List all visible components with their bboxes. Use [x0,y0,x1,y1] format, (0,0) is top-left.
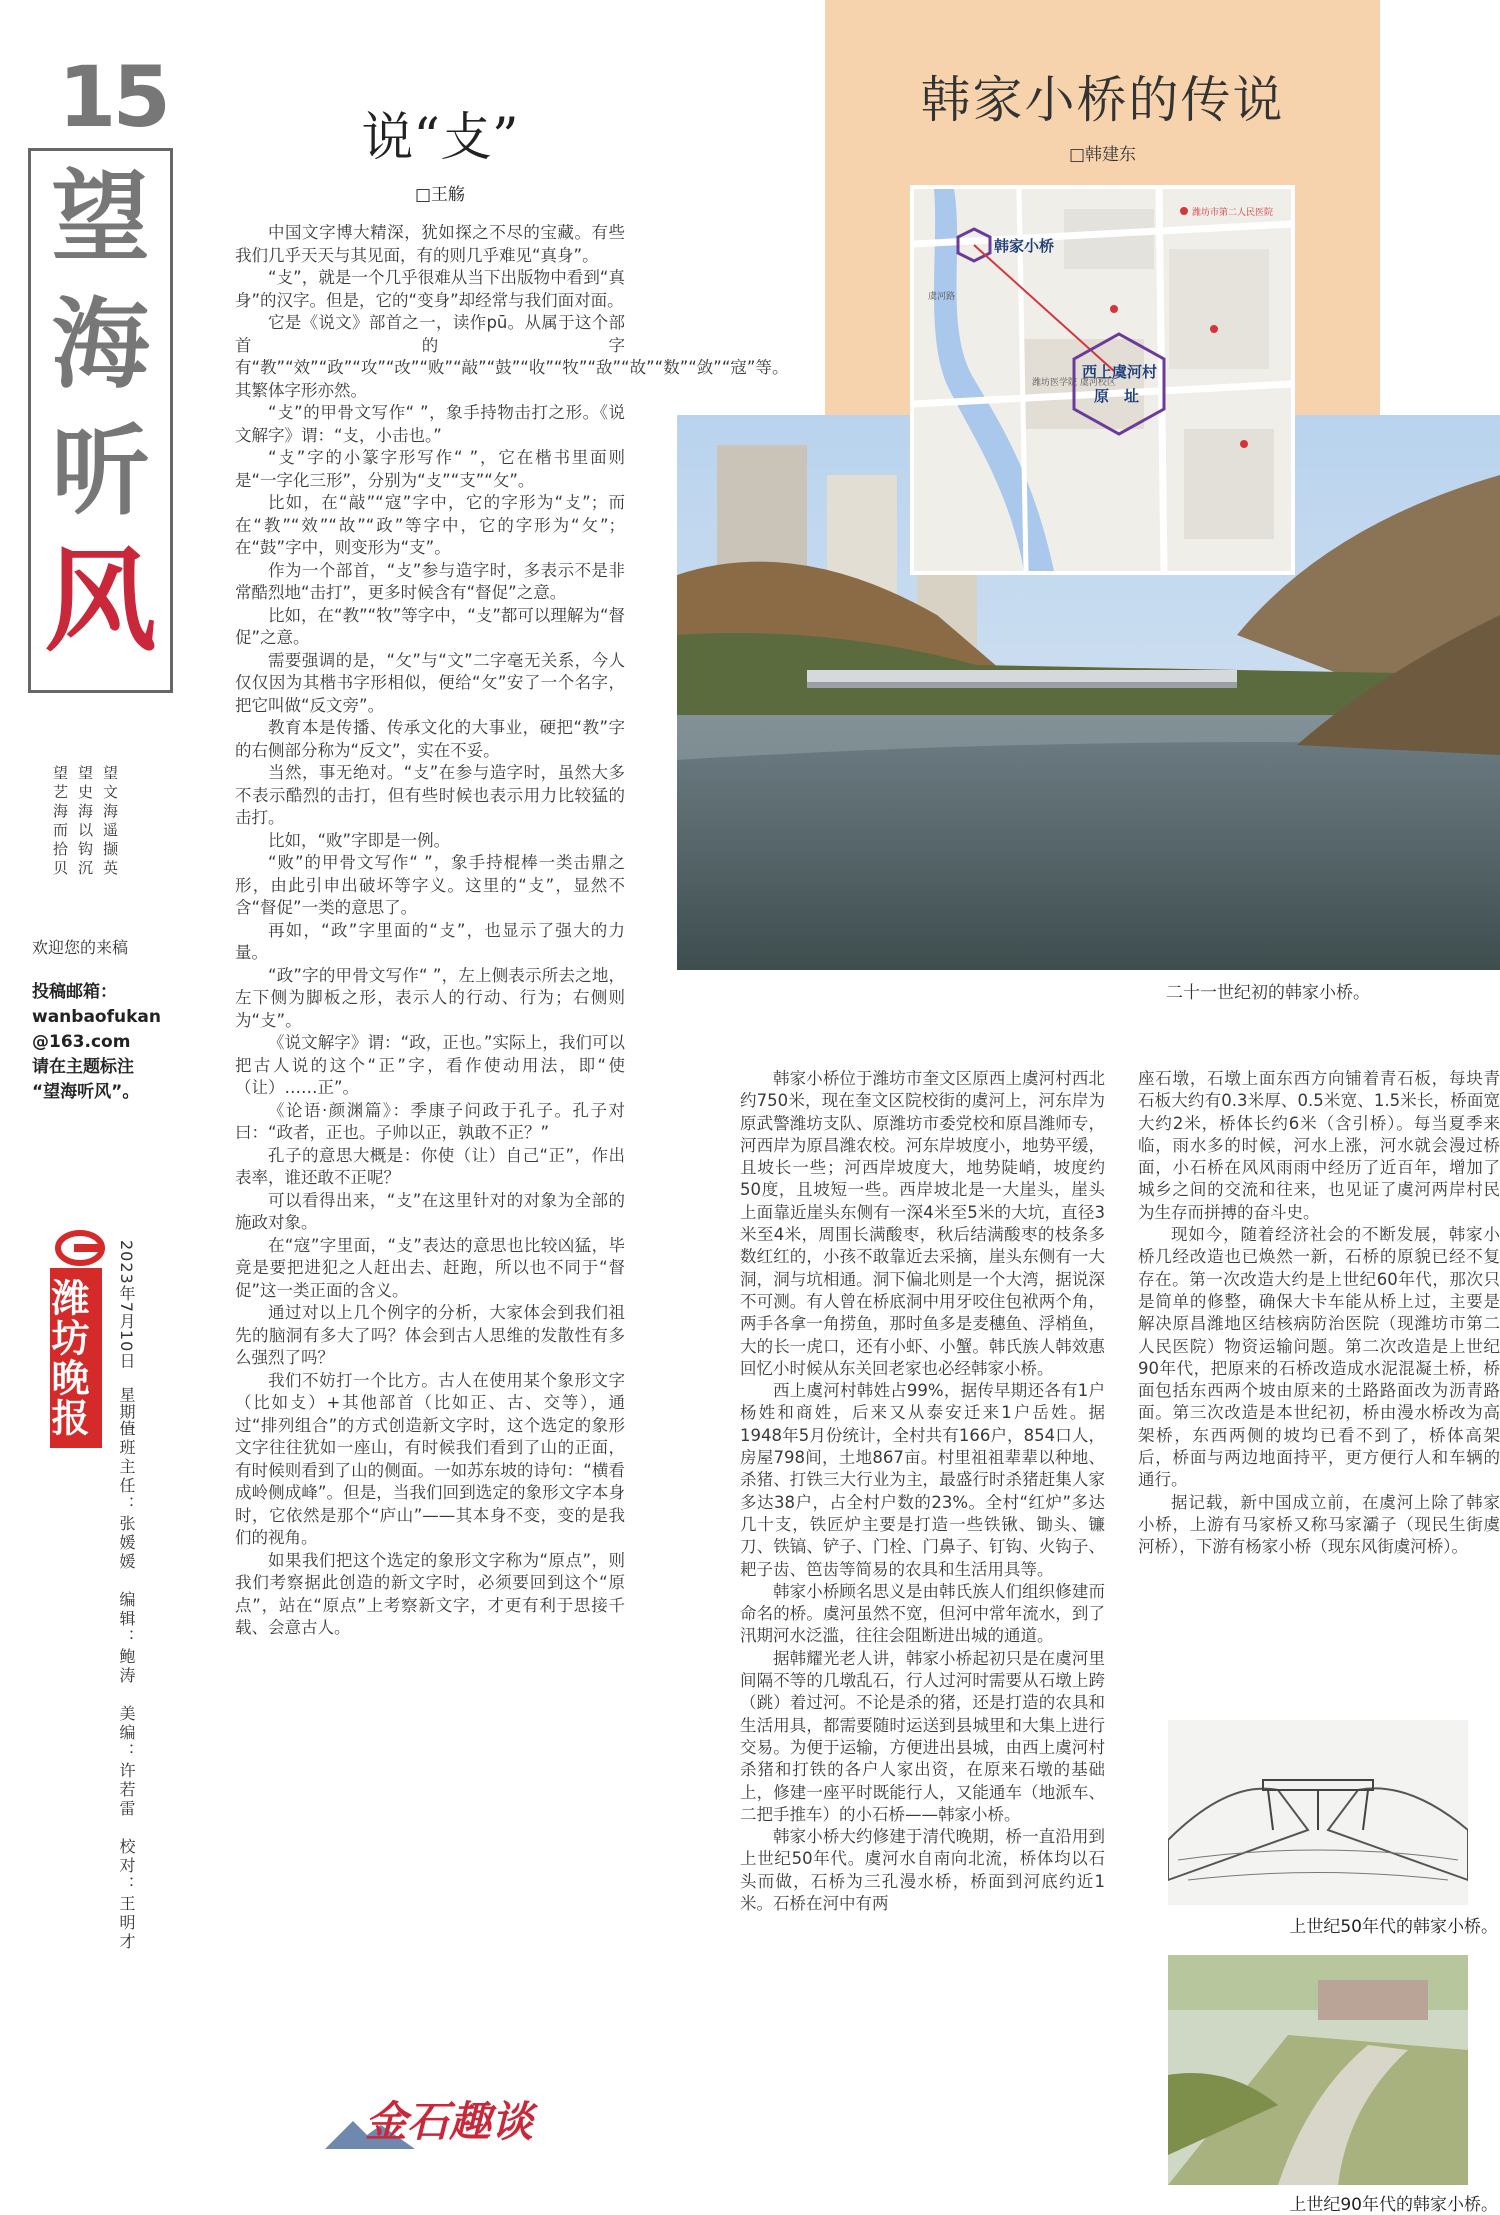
note-line: “望海听风”。 [32,1082,140,1102]
location-map [910,185,1295,575]
paragraph: 在“寇”字里面，“攴”表达的意思也比较凶猛，毕竟是要把进犯之人赶出去、赶跑，所以也不同于“督促”这一类正面的含义。 [235,1235,625,1300]
article-title: 说“攴” [361,108,519,168]
email-label: 投稿邮箱： [32,982,117,1002]
slogan-line: 望文海遥撷英 [101,765,119,879]
column-slogan [30,765,170,885]
article-author: □韩建东 [1068,145,1137,165]
slogan-line: 望史海以钩沉 [76,765,94,879]
paragraph: 比如，在“敲”“寇”字中，它的字形为“攴”；而在“教”“效”“故”“政”等字中，它的字形为“攵”；在“鼓”字中，则变形为“支”。 [235,493,625,557]
paragraph: 比如，在“教”“牧”等字中，“攴”都可以理解为“督促”之意。 [235,605,625,647]
map-label-school: 潍坊医学院 虞河校区 [1032,378,1116,388]
paragraph: 孔子的意思大概是：你使（让）自己“正”，作出表率，谁还敢不正呢？ [235,1145,625,1187]
issue-date: 2023年7月10日 星期一 [117,1240,136,1438]
paragraph: 我们不妨打一个比方。古人在使用某个象形文字（比如攴）+其他部首（比如正、古、交等），通过“排列组合”的方式创造新文字时，这个选定的象形文字往往犹如一座山，有时候我们看到了山的正面，有时候则看到了山的侧面。一如苏东坡的诗句：“横看成岭侧成峰”。但是，当我们回到选定的象形文字本身时，它依然是那个“庐山”——其本身不变，变的是我们的视角。 [235,1370,625,1547]
paragraph: 可以看得出来，“攴”在这里针对的对象为全部的施政对象。 [235,1190,625,1232]
paragraph: 通过对以上几个例字的分析，大家体会到我们祖先的脑洞有多大了吗？体会到古人思维的发散性有多么强烈了吗？ [235,1303,625,1367]
email-user: wanbaofukan [32,1007,161,1027]
slogan-line: 望艺海而拾贝 [51,765,69,879]
map-label-hospital: 潍坊市第二人民医院 [1192,208,1274,218]
email-domain: @163.com [32,1032,131,1052]
column-name-char: 听 [51,414,150,529]
column-name-box [28,148,173,693]
paragraph: 作为一个部首，“攴”参与造字时，多表示不是非常酷烈地“击打”，更多时候含有“督促”之意。 [235,560,625,602]
map-graphic [914,189,1291,571]
paper-logo-icon [54,1230,106,1266]
article-body-col1 [740,1068,1105,1915]
column-name-char: 望 [51,160,150,275]
welcome-text: 欢迎您的来稿 [32,938,129,957]
paragraph: 据记载，新中国成立前，在虞河上除了韩家小桥，上游有马家桥又称马家灞子（现民生街虞河桥），下游有杨家小桥（现东风街虞河桥）。 [1138,1492,1500,1557]
paragraph: “攴”的甲骨文写作“ ”，象手持物击打之形。《说文解字》谓：“攴，小击也。” [235,403,625,445]
paragraph: 教育本是传播、传承文化的大事业，硬把“教”字的右侧部分称为“反文”，实在不妥。 [235,718,625,760]
paragraph: 中国文字博大精深，犹如探之不尽的宝藏。有些我们几乎天天与其见面，有的则几乎难见“真身”。 [235,223,625,265]
paragraph: 如果我们把这个选定的象形文字称为“原点”，则我们考察据此创造的新文字时，必须要回到这个“原点”，站在“原点”上考察新文字，才更有利于思接千载、会意古人。 [235,1550,625,1637]
photo-caption: 二十一世纪初的韩家小桥。 [1166,983,1370,1003]
paper-name: 潍坊晚报 [50,1268,102,1448]
paragraph: 韩家小桥顾名思义是由韩氏族人们组织修建而命名的桥。虞河虽然不宽，但河中常年流水，到了汛期河水泛滥，往往会阻断进出城的通道。 [740,1581,1105,1646]
map-label-village: 原 址 [1094,387,1140,405]
article-title: 韩家小桥的传说 [920,71,1285,129]
sketch-50s-photo [1168,1720,1468,1905]
paragraph: 再如，“政”字里面的“攴”，也显示了强大的力量。 [235,920,625,962]
paragraph: 比如，“败”字即是一例。 [268,830,451,850]
paragraph: 韩家小桥大约修建于清代晚期，桥一直沿用到上世纪50年代。虞河水自南向北流，桥体均以石头而做，石桥为三孔漫水桥，桥面到河底约近1米。石桥在河中有两 [740,1827,1105,1913]
note-line: 请在主题标注 [32,1057,134,1077]
map-label-village: 西上虞河村 [1082,363,1158,381]
paragraph: “攴”字的小篆字形写作“ ”，它在楷书里面则是“一字化三形”，分别为“攴”“支”“攵”。 [235,448,625,490]
page-number: 15 [58,48,167,146]
paragraph: “政”字的甲骨文写作“ ”，左上侧表示所去之地，左下侧为脚板之形，表示人的行动、行为；右侧则为“攴”。 [235,965,625,1030]
column-name-char: 海 [51,287,150,402]
bridge-90s-photo [1168,1955,1468,2185]
map-label-road: 虞河路 [928,292,956,302]
staff-credits: 值班主任：张媛媛 编辑：鲍涛 美编：许若雷 校对：王明才 [117,1420,136,1952]
paragraph: 当然，事无绝对。“攴”在参与造字时，虽然大多不表示酷烈的击打，但有些时候也表示用力比较猛的击打。 [235,763,625,827]
article-author: □王觞 [414,185,466,205]
map-label-bridge: 韩家小桥 [994,237,1055,255]
article-body-col2 [1138,1068,1500,1559]
paragraph: 座石墩，石墩上面东西方向铺着青石板，每块青石板大约有0.3米厚、0.5米宽、1.5米长，桥面宽大约2米，桥体长约6米（含引桥）。每当夏季来临，雨水多的时候，河水上涨，河水就会漫过桥面，小石桥在风风雨雨中经历了近百年，增加了城乡之间的交流和往来，也见证了虞河两岸村民为生存而拼搏的奋斗史。 [1138,1069,1500,1222]
photo-caption-90s: 上世纪90年代的韩家小桥。 [1289,2195,1498,2215]
paragraph: 现如今，随着经济社会的不断发展，韩家小桥几经改造也已焕然一新，石桥的原貌已经不复存在。第一次改造大约是上世纪60年代，那次只是简单的修整，确保大卡车能从桥上过，主要是解决原昌潍地区结核病防治医院（现潍坊市第二人民医院）物资运输问题。第二次改造是上世纪90年代，把原来的石桥改造成水泥混凝土桥，桥面包括东西两个坡由原来的土路路面改为沥青路面。第三次改造是本世纪初，桥由漫水桥改为高架桥，东西两侧的坡均已看不到了，桥体高架后，桥面与两边地面持平，更方便行人和车辆的通行。 [1138,1225,1500,1490]
article-body [235,222,789,1640]
paragraph: 西上虞河村韩姓占99%，据传早期还各有1户杨姓和商姓，后来又从泰安迁来1户岳姓。据1948年5月份统计，全村共有166户，854口人，房屋798间，土地867亩。村里祖祖辈辈以种地、杀猪、打铁三大行业为主，最盛行时杀猪赶集人家多达38户，占全村户数的23%。全村“红炉”多达几十支，铁匠炉主要是打造一些铁锹、锄头、镰刀、铁镐、铲子、门栓、门鼻子、钉钩、火钩子、耙子齿、笆齿等简易的农具和生活用具等。 [740,1381,1106,1579]
paragraph: 韩家小桥位于潍坊市奎文区原西上虞河村西北约750米，现在奎文区院校街的虞河上，河东岸为原武警潍坊支队、原潍坊市委党校和原昌潍师专，河西岸为原昌潍农校。河东岸坡度小，地势平缓，且坡长一些；河西岸坡度大，地势陡峭，坡度约50度，且坡短一些。西岸坡北是一大崖头，崖头上面靠近崖头东侧有一深4米至5米的大坑，直径3米至4米，周围长满酸枣，秋后结满酸枣的枝条多数红红的，小孩不敢靠近去采摘，崖头东侧有一大洞，洞与坑相通。洞下偏北则是一个大湾，据说深不可测。有人曾在桥底洞中用牙咬住包袱两个角，两手各拿一角捞鱼，那时鱼多是麦穗鱼、浮梢鱼，大的长一虎口，还有小虾、小蟹。韩氏族人韩效惠回忆小时候从东关回老家也必经韩家小桥。 [740,1069,1105,1378]
paragraph: 据韩耀光老人讲，韩家小桥起初只是在虞河里间隔不等的几墩乱石，行人过河时需要从石墩上跨（跳）着过河。不论是杀的猪，还是打造的农具和生活用具，都需要随时运送到县城里和大集上进行交易。为便于运输，方便进出县城，由西上虞河村杀猪和打铁的各户人家出资，在原来石墩的基础上，修建一座平时既能行人，又能通车（地派车、二把手推车）的小石桥——韩家小桥。 [740,1648,1105,1824]
paragraph: 它是《说文》部首之一，读作pū。从属于这个部首的字有“教”“效”“政”“攻”“改”“败”“敲”“鼓”“收”“牧”“敌”“故”“数”“敛”“寇”等。其繁体字形亦然。 [235,313,789,400]
section-logo-text: 金石趣谈 [365,2097,534,2146]
section-logo [325,2085,595,2155]
paragraph: 《论语·颜渊篇》：季康子问政于孔子。孔子对曰：“政者，正也。子帅以正，孰敢不正？” [235,1100,625,1142]
paragraph: 《说文解字》谓：“政，正也。”实际上，我们可以把古人说的这个“正”字，看作使动用法，即“使（让）……正”。 [235,1033,625,1097]
paragraph: “攴”，就是一个几乎很难从当下出版物中看到“真身”的汉字。但是，它的“变身”却经常与我们面对面。 [235,268,625,310]
paragraph: “败”的甲骨文写作“ ”，象手持棍棒一类击鼎之形，由此引申出破坏等字义。这里的“攴”，显然不含“督促”一类的意思了。 [235,853,625,917]
contact-info [32,980,192,1105]
paragraph: 需要强调的是，“攵”与“文”二字毫无关系，今人仅仅因为其楷书字形相似，便给“攵”安了一个名字，把它叫做“反文旁”。 [235,650,625,715]
column-name-char-accent: 风 [44,536,157,667]
photo-caption-50s: 上世纪50年代的韩家小桥。 [1289,1917,1498,1937]
